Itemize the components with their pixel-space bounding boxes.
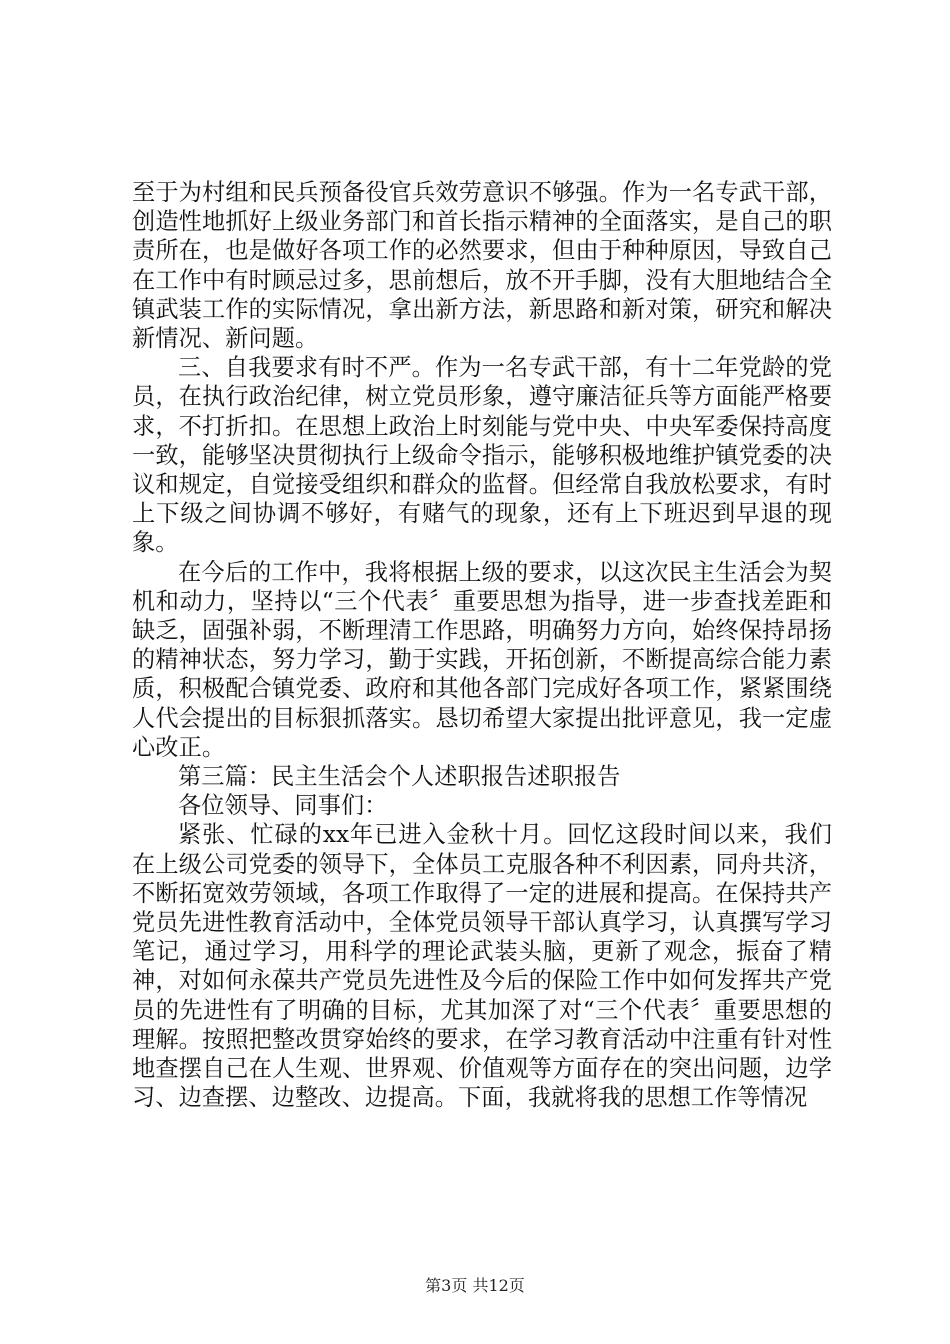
page-number-footer: 第3页 共12页 (425, 1276, 525, 1295)
paragraph-3: 在今后的工作中，我将根据上级的要求，以这次民主生活会为契机和动力，坚持以“三个代表〞重要思想为指导，进一步查找差距和缺乏，固强补弱，不断理清工作思路，明确努力方向，始终保持昂扬的精神状态，努力学习，勤于实践，开拓创新，不断提高综合能力素质，积极配合镇党委、政府和其他各部门完成好各项工作，紧紧围绕人代会提出的目标狠抓落实。恳切希望大家提出批评意见，我一定虚心改正。 (132, 558, 832, 761)
section-heading: 第三篇：民主生活会个人述职报告述职报告 (178, 763, 621, 791)
body-text (132, 178, 832, 1113)
paragraph-1: 至于为村组和民兵预备役官兵效劳意识不够强。作为一名专武干部，创造性地抓好上级业务部门和首长指示精神的全面落实，是自己的职责所在，也是做好各项工作的必然要求，但由于种种原因，导致自己在工作中有时顾忌过多，思前想后，放不开手脚，没有大胆地结合全镇武装工作的实际情况，拿出新方法，新思路和新对策，研究和解决新情况、新问题。 (132, 179, 832, 353)
paragraph-6: 紧张、忙碌的xx年已进入金秋十月。回忆这段时间以来，我们在上级公司党委的领导下，全体员工克服各种不利因素，同舟共济，不断拓宽效劳领域，各项工作取得了一定的进展和提高。在保持共产党员先进性教育活动中，全体党员领导干部认真学习，认真撰写学习笔记，通过学习，用科学的理论武装头脑，更新了观念，振奋了精神，对如何永葆共产党员先进性及今后的保险工作中如何发挥共产党员的先进性有了明确的目标，尤其加深了对“三个代表〞重要思想的理解。按照把整改贯穿始终的要求，在学习教育活动中注重有针对性地查摆自己在人生观、世界观、价值观等方面存在的突出问题，边学习、边查摆、边整改、边提高。下面，我就将我的思想工作等情况 (132, 821, 832, 1112)
paragraph-2: 三、自我要求有时不严。作为一名专武干部，有十二年党龄的党员，在执行政治纪律，树立党员形象，遵守廉洁征兵等方面能严格要求，不打折扣。在思想上政治上时刻能与党中央、中央军委保持高度一致，能够坚决贯彻执行上级命令指示，能够积极地维护镇党委的决议和规定，自觉接受组织和群众的监督。但经常自我放松要求，有时上下级之间协调不够好，有赌气的现象，还有上下班迟到早退的现象。 (132, 354, 832, 557)
salutation: 各位领导、同事们： (178, 792, 388, 820)
